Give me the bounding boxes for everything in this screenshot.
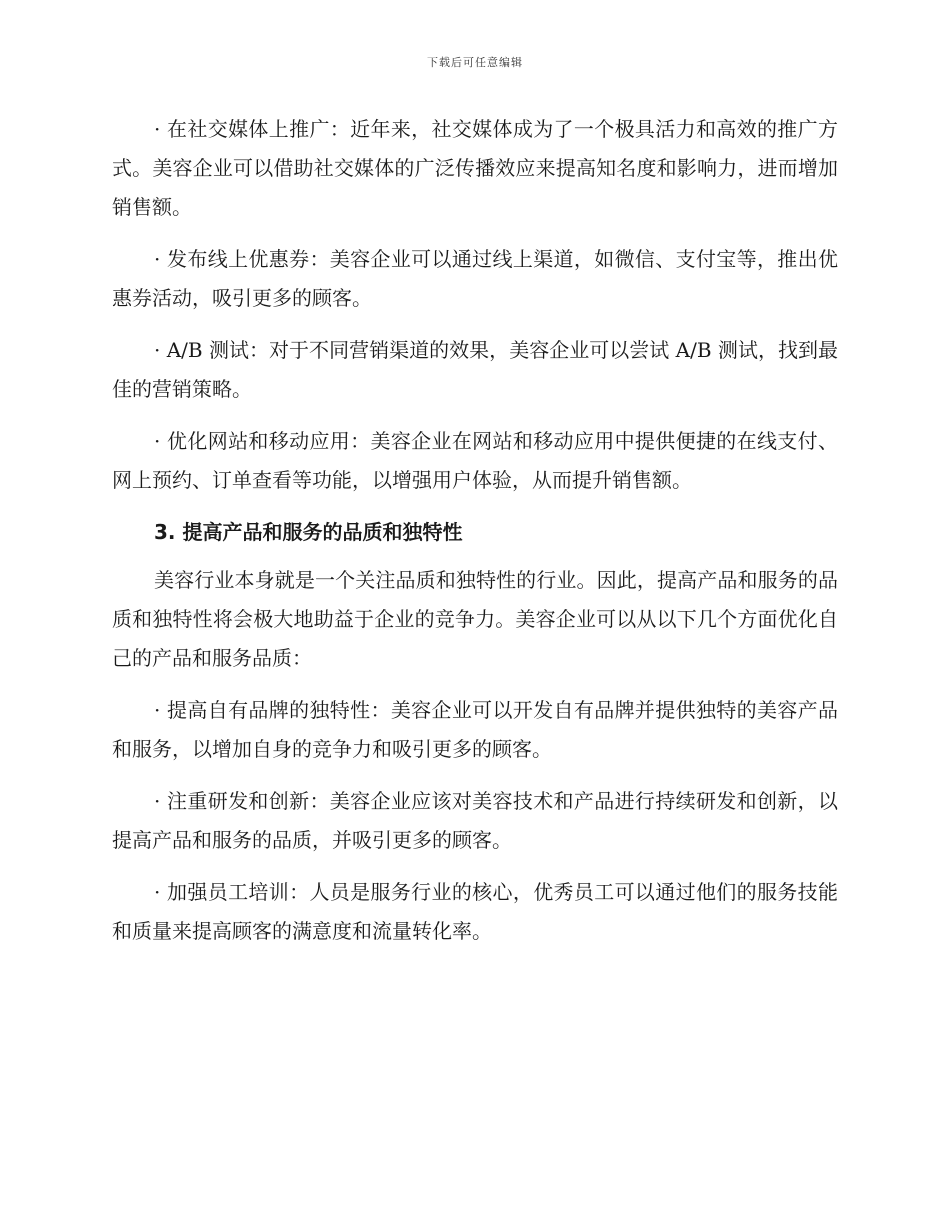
bullet-online-coupons: · 发布线上优惠券：美容企业可以通过线上渠道，如微信、支付宝等，推出优惠券活动，吸引更多的顾客。 (112, 247, 838, 310)
page-header: 下载后可任意编辑 (427, 56, 523, 69)
bullet-rnd-innovation: · 注重研发和创新：美容企业应该对美容技术和产品进行持续研发和创新，以提高产品和服务的品质，并吸引更多的顾客。 (112, 789, 838, 852)
section-intro-paragraph: 美容行业本身就是一个关注品质和独特性的行业。因此，提高产品和服务的品质和独特性将会极大地助益于企业的竞争力。美容企业可以从以下几个方面优化自己的产品和服务品质： (112, 568, 838, 670)
section-heading: 3. 提高产品和服务的品质和独特性 (154, 520, 463, 544)
bullet-own-brand: · 提高自有品牌的独特性：美容企业可以开发自有品牌并提供独特的美容产品和服务，以增加自身的竞争力和吸引更多的顾客。 (112, 698, 838, 761)
bullet-staff-training: · 加强员工培训：人员是服务行业的核心，优秀员工可以通过他们的服务技能和质量来提高顾客的满意度和流量转化率。 (112, 880, 838, 943)
bullet-optimize-website-app: · 优化网站和移动应用：美容企业在网站和移动应用中提供便捷的在线支付、网上预约、订单查看等功能，以增强用户体验，从而提升销售额。 (112, 429, 838, 492)
bullet-social-media: · 在社交媒体上推广：近年来，社交媒体成为了一个极具活力和高效的推广方式。美容企业可以借助社交媒体的广泛传播效应来提高知名度和影响力，进而增加销售额。 (112, 117, 838, 219)
bullet-ab-testing: · A/B 测试：对于不同营销渠道的效果，美容企业可以尝试 A/B 测试，找到最佳的营销策略。 (112, 338, 838, 401)
document-body (112, 110, 838, 964)
